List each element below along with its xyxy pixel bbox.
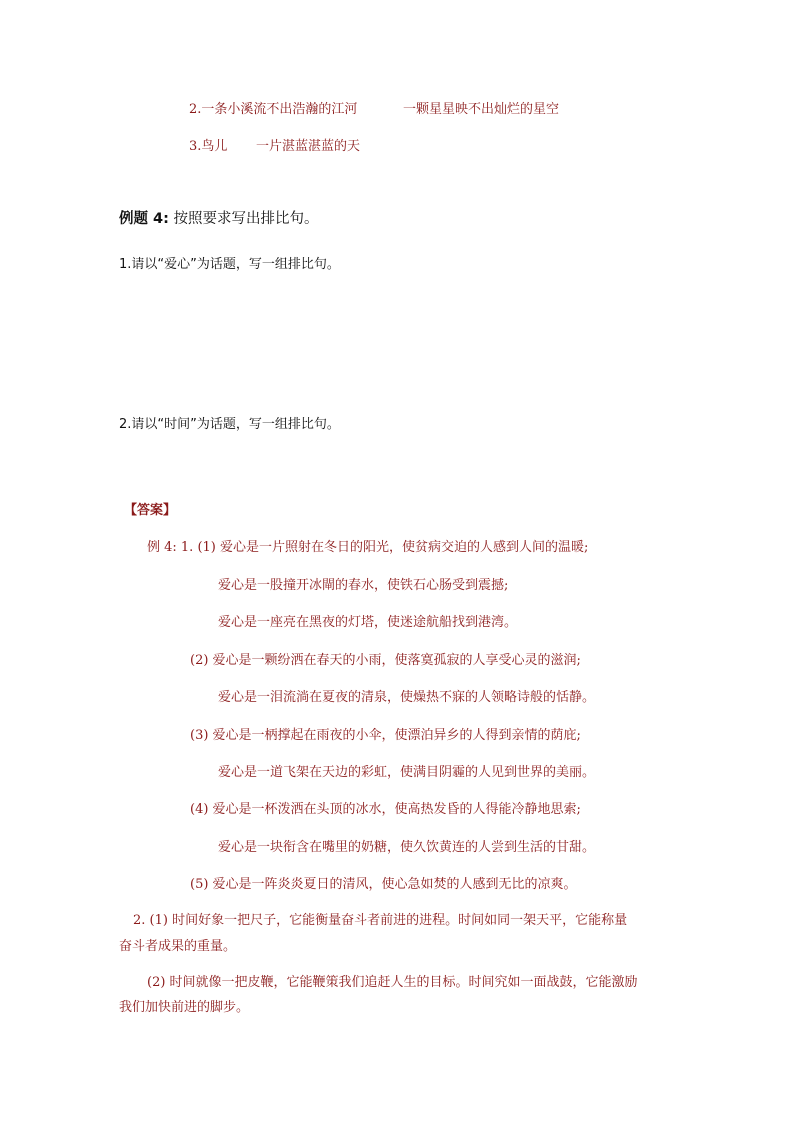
answer-1-g4-1: 爱心是一块衔含在嘴里的奶糖，使久饮黄连的人尝到生活的甘甜。: [218, 840, 596, 855]
answer-1-g3-0: (3) 爱心是一柄撑起在雨夜的小伞，使漂泊异乡的人得到亲情的荫庇;: [190, 728, 581, 743]
answer-1-g1-1: 爱心是一股撞开冰閘的春水，使铁石心肠受到震撼;: [218, 578, 509, 593]
top-line-3: [189, 138, 361, 156]
answer-1-g2-0: (2) 爱心是一颗纷洒在春天的小雨，使落寞孤寂的人享受心灵的滋润;: [190, 653, 581, 668]
answer-1-g1-2: 爱心是一座亮在黑夜的灯塔，使迷途航船找到港湾。: [218, 615, 518, 630]
answer-1-g4-0: (4) 爱心是一杯泼洒在头顶的冰水，使高热发昏的人得能冷静地思索;: [190, 802, 581, 817]
example-heading: [119, 210, 319, 228]
top-line-2-b: 一颗星星映不出灿烂的星空: [403, 102, 560, 117]
answer-2-2-line-2: 我们加快前进的脚步。: [119, 1000, 250, 1015]
answer-1-line-1: [147, 539, 588, 557]
answer-1-prefix: 例 4: 1.: [147, 540, 194, 555]
example-label: 例题 4:: [119, 211, 169, 227]
answer-2-1-line-2: 奋斗者成果的重量。: [119, 939, 237, 954]
answer-1-g3-1: 爱心是一道飞架在天边的彩虹，使满目阴霾的人见到世界的美丽。: [218, 765, 596, 780]
answer-1-g1-0: (1) 爱心是一片照射在冬日的阳光，使贫病交迫的人感到人间的温暖;: [197, 540, 589, 555]
answer-2-2-line-1: (2) 时间就像一把皮鞭，它能鞭策我们追赶人生的目标。时间究如一面战鼓，它能激励: [147, 975, 638, 990]
top-line-3-b: 一片湛蓝湛蓝的天: [256, 139, 361, 154]
answer-2-1-line-1: 2. (1) 时间好象一把尺子，它能衡量奋斗者前进的进程。时间如同一架天平，它能称量: [133, 913, 628, 928]
question-1: 1.请以“爱心”为话题，写一组排比句。: [119, 257, 340, 272]
example-text: 按照要求写出排比句。: [173, 211, 319, 227]
answer-1-g2-1: 爱心是一泪流淌在夏夜的清泉，使燥热不寐的人领略诗般的恬静。: [218, 690, 596, 705]
answer-label: 【答案】: [124, 503, 177, 518]
top-line-2-a: 2.一条小溪流不出浩瀚的江河: [189, 102, 358, 117]
question-2: 2.请以“时间”为话题，写一组排比句。: [119, 417, 340, 432]
top-line-2: [189, 101, 560, 119]
top-line-3-a: 3.鸟儿: [189, 139, 228, 154]
answer-1-g5-0: (5) 爱心是一阵炎炎夏日的清风，使心急如焚的人感到无比的凉爽。: [190, 877, 577, 892]
